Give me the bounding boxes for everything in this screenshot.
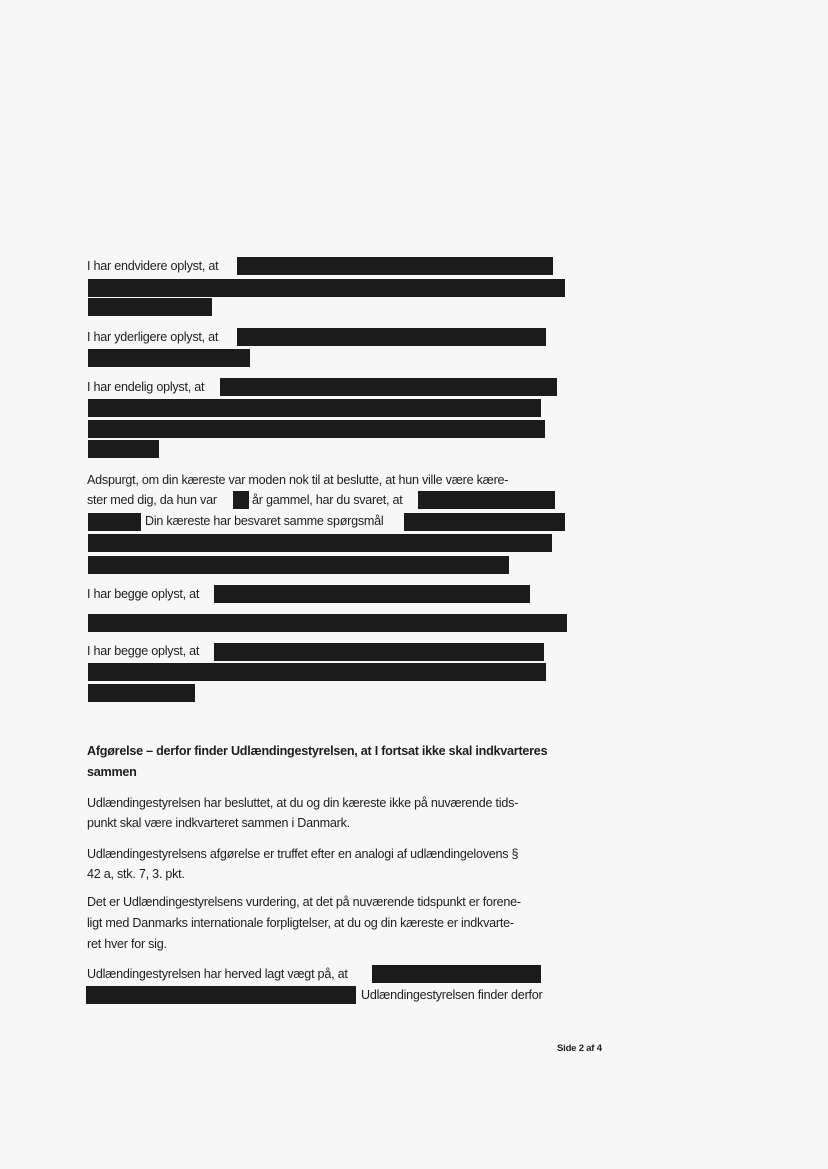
page-number: Side 2 af 4 [557, 1043, 602, 1054]
redaction-block [88, 556, 509, 574]
decision-heading: Afgørelse – derfor finder Udlændingestyrelsen, at I fortsat ikke skal indkvarteres [87, 744, 548, 758]
adspurgt-line-3: Din kæreste har besvaret samme spørgsmål [145, 514, 384, 528]
adspurgt-line-2b: år gammel, har du svaret, at [252, 493, 403, 507]
redaction-block [86, 986, 356, 1004]
redaction-block [88, 349, 250, 367]
decision-p4-line-2: Udlændingestyrelsen finder derfor [361, 988, 543, 1002]
redaction-block [88, 513, 141, 531]
statement-endvidere: I har endvidere oplyst, at [87, 259, 219, 273]
statement-begge-2: I har begge oplyst, at [87, 644, 200, 658]
redaction-block [214, 585, 530, 603]
redaction-block [214, 643, 544, 661]
decision-p2-line-2: 42 a, stk. 7, 3. pkt. [87, 867, 185, 881]
decision-p1-line-1: Udlændingestyrelsen har besluttet, at du og din kæreste ikke på nuværende tids- [87, 796, 519, 810]
decision-p3-line-1: Det er Udlændingestyrelsens vurdering, at det på nuværende tidspunkt er forene- [87, 895, 521, 909]
redaction-block [237, 257, 553, 275]
redaction-block [220, 378, 557, 396]
statement-begge-1: I har begge oplyst, at [87, 587, 200, 601]
redaction-block [88, 534, 552, 552]
redaction-block [88, 440, 159, 458]
decision-p4-line-1: Udlændingestyrelsen har herved lagt vægt på, at [87, 967, 348, 981]
redaction-block [88, 279, 565, 297]
redaction-block [88, 420, 545, 438]
decision-p1-line-2: punkt skal være indkvarteret sammen i Danmark. [87, 816, 350, 830]
redaction-block [237, 328, 546, 346]
redaction-block [233, 491, 249, 509]
statement-endelig: I har endelig oplyst, at [87, 380, 205, 394]
adspurgt-line-1: Adspurgt, om din kæreste var moden nok til at beslutte, at hun ville være kære- [87, 473, 509, 487]
redaction-block [372, 965, 541, 983]
adspurgt-line-2a: ster med dig, da hun var [87, 493, 217, 507]
decision-p3-line-2: ligt med Danmarks internationale forpligtelser, at du og din kæreste er indkvarte- [87, 916, 514, 930]
redaction-block [88, 663, 546, 681]
statement-yderligere: I har yderligere oplyst, at [87, 330, 219, 344]
redaction-block [418, 491, 555, 509]
decision-heading-cont: sammen [87, 765, 137, 779]
redaction-block [404, 513, 565, 531]
redaction-block [88, 684, 195, 702]
redaction-block [88, 298, 212, 316]
decision-p3-line-3: ret hver for sig. [87, 937, 167, 951]
redaction-block [88, 399, 541, 417]
decision-p2-line-1: Udlændingestyrelsens afgørelse er truffet efter en analogi af udlændingelovens § [87, 847, 519, 861]
redaction-block [88, 614, 567, 632]
